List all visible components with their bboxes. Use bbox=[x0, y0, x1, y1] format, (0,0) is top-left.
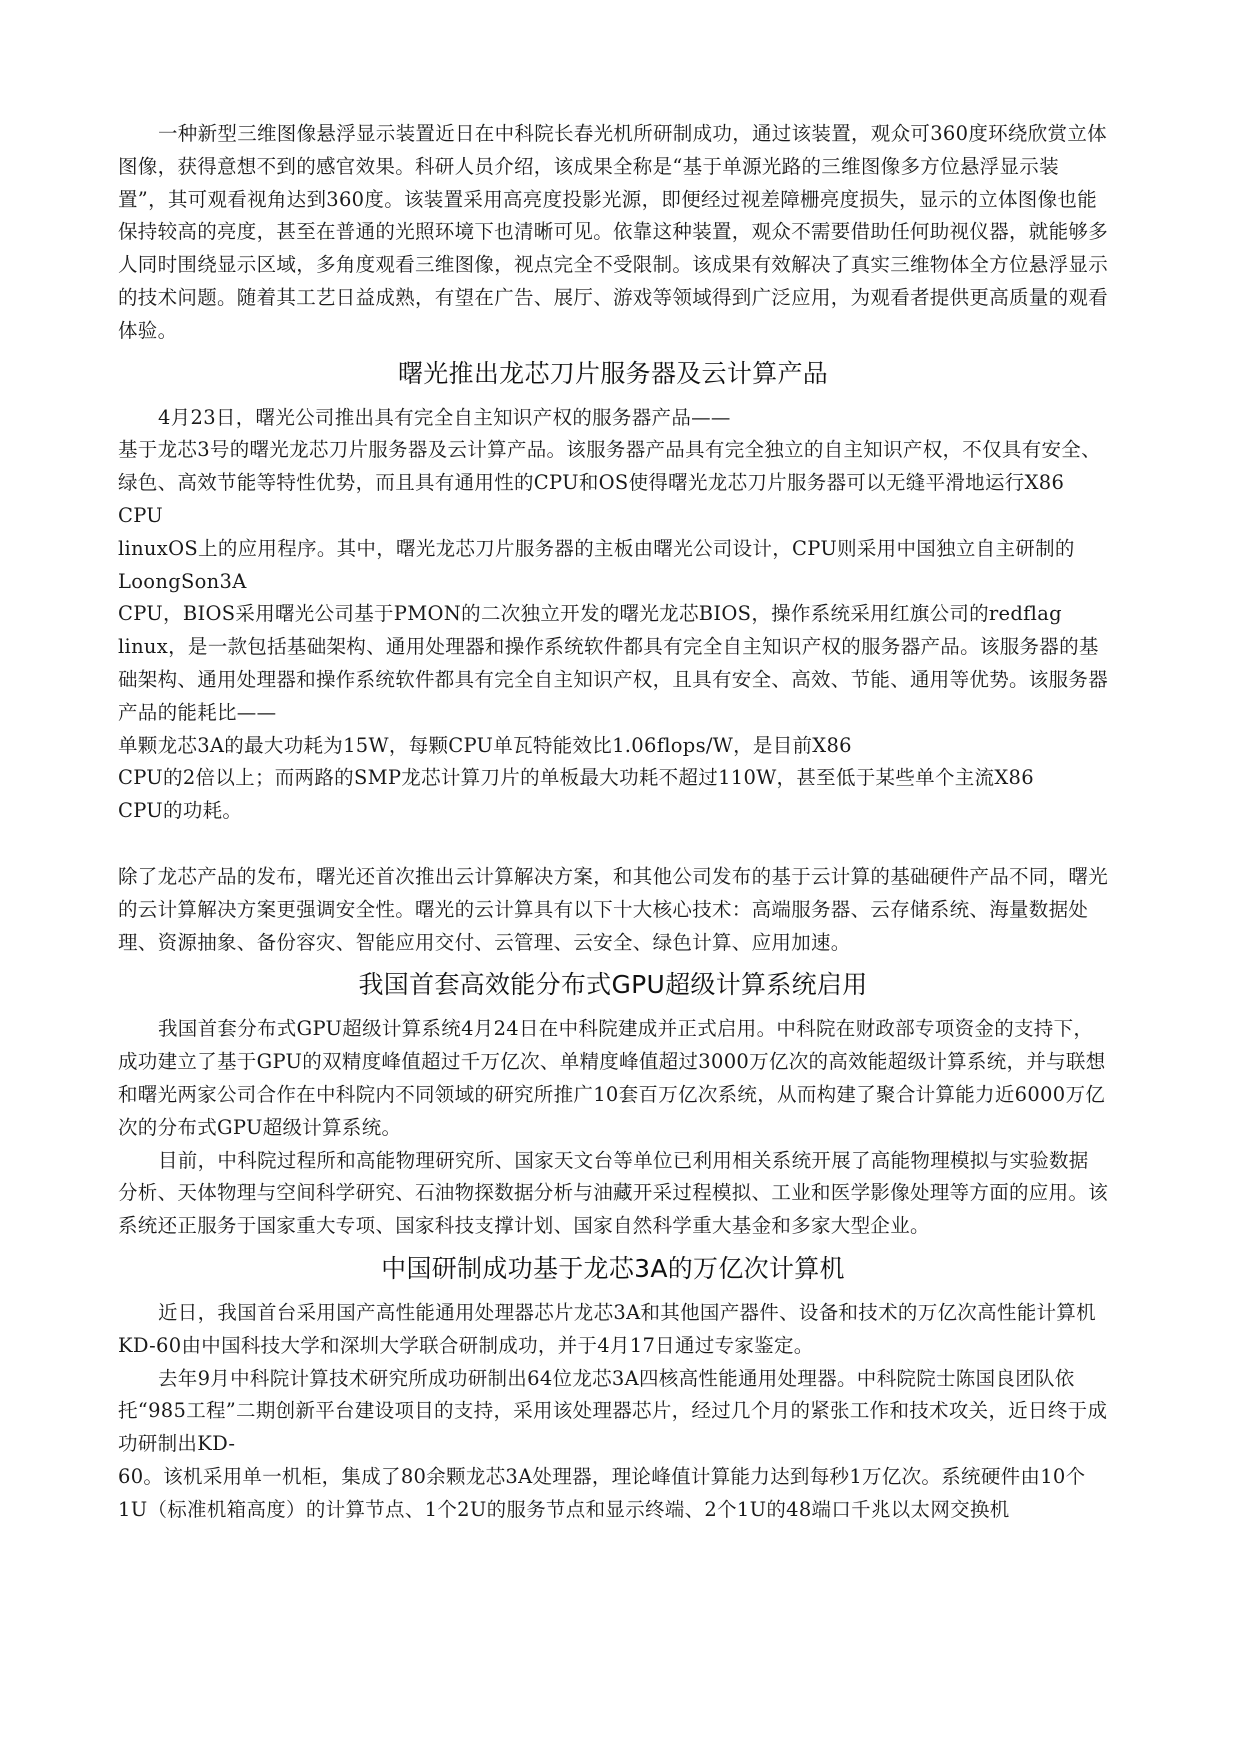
article2-title: 我国首套高效能分布式GPU超级计算系统启用 bbox=[358, 970, 868, 1000]
article1-line: 基于龙芯3号的曙光龙芯刀片服务器及云计算产品。该服务器产品具有完全独立的自主知识产权，不仅具有安全、绿色、高效节能等特性优势，而且具有通用性的CPU和OS使得曙光龙芯刀片服务器可以无缝平滑地运行X86 CPU bbox=[118, 438, 1101, 527]
article1-title: 曙光推出龙芯刀片服务器及云计算产品 bbox=[397, 358, 829, 388]
article1-line: 4月23日，曙光公司推出具有完全自主知识产权的服务器产品—— bbox=[158, 405, 731, 429]
article1-line: 单颗龙芯3A的最大功耗为15W，每颗CPU单瓦特能效比1.06flops/W，是目前X86 bbox=[118, 733, 852, 757]
document-page bbox=[118, 118, 1108, 1526]
article1-line: linuxOS上的应用程序。其中，曙光龙芯刀片服务器的主板由曙光公司设计，CPU则采用中国独立自主研制的LoongSon3A bbox=[118, 536, 1075, 593]
article1-line: CPU的功耗。 bbox=[118, 799, 243, 823]
article1-line: CPU，BIOS采用曙光公司基于PMON的二次独立开发的曙光龙芯BIOS，操作系统采用红旗公司的redflag linux，是一款包括基础架构、通用处理器和操作系统软件都具有完全自主知识产权的服务器产品。该服务器的基础架构、通用处理器和操作系统软件都具有完全自主知识产权，且具有安全、高效、节能、通用等优势。该服务器产品的能耗比—— bbox=[118, 602, 1109, 724]
article3-paragraph1: 近日，我国首台采用国产高性能通用处理器芯片龙芯3A和其他国产器件、设备和技术的万亿次高性能计算机KD-60由中国科技大学和深圳大学联合研制成功，并于4月17日通过专家鉴定。 bbox=[118, 1300, 1096, 1357]
article3-title: 中国研制成功基于龙芯3A的万亿次计算机 bbox=[381, 1253, 845, 1283]
article2-paragraph2: 目前，中科院过程所和高能物理研究所、国家天文台等单位已利用相关系统开展了高能物理模拟与实验数据分析、天体物理与空间科学研究、石油物探数据分析与油藏开采过程模拟、工业和医学影像处理等方面的应用。该系统还正服务于国家重大专项、国家科技支撑计划、国家自然科学重大基金和多家大型企业。 bbox=[118, 1148, 1109, 1238]
article1-line: CPU的2倍以上；而两路的SMP龙芯计算刀片的单板最大功耗不超过110W，甚至低于某些单个主流X86 bbox=[118, 766, 1034, 790]
paragraph-gap bbox=[118, 828, 1108, 861]
article3-paragraph2: 去年9月中科院计算技术研究所成功研制出64位龙芯3A四核高性能通用处理器。中科院院士陈国良团队依托“985工程”二期创新平台建设项目的支持，采用该处理器芯片，经过几个月的紧张工作和技术攻关，近日终于成功研制出KD- bbox=[118, 1366, 1108, 1456]
article3-paragraph3: 60。该机采用单一机柜，集成了80余颗龙芯3A处理器，理论峰值计算能力达到每秒1万亿次。系统硬件由10个1U（标准机箱高度）的计算节点、1个2U的服务节点和显示终端、2个1U的48端口千兆以太网交换机 bbox=[118, 1464, 1086, 1521]
article2-paragraph1: 我国首套分布式GPU超级计算系统4月24日在中科院建成并正式启用。中科院在财政部专项资金的支持下，成功建立了基于GPU的双精度峰值超过千万亿次、单精度峰值超过3000万亿次的高效能超级计算系统，并与联想和曙光两家公司合作在中科院内不同领域的研究所推广10套百万亿次系统，从而构建了聚合计算能力近6000万亿次的分布式GPU超级计算系统。 bbox=[118, 1017, 1106, 1139]
intro-paragraph: 一种新型三维图像悬浮显示装置近日在中科院长春光机所研制成功，通过该装置，观众可360度环绕欣赏立体图像，获得意想不到的感官效果。科研人员介绍，该成果全称是“基于单源光路的三维图像多方位悬浮显示装置”，其可观看视角达到360度。该装置采用高亮度投影光源，即便经过视差障栅亮度损失，显示的立体图像也能保持较高的亮度，甚至在普通的光照环境下也清晰可见。依靠这种装置，观众不需要借助任何助视仪器，就能够多人同时围绕显示区域，多角度观看三维图像，视点完全不受限制。该成果有效解决了真实三维物体全方位悬浮显示的技术问题。随着其工艺日益成熟，有望在广告、展厅、游戏等领域得到广泛应用，为观看者提供更高质量的观看体验。 bbox=[118, 122, 1109, 342]
article1-paragraph2: 除了龙芯产品的发布，曙光还首次推出云计算解决方案，和其他公司发布的基于云计算的基础硬件产品不同，曙光的云计算解决方案更强调安全性。曙光的云计算具有以下十大核心技术：高端服务器、云存储系统、海量数据处理、资源抽象、备份容灾、智能应用交付、云管理、云安全、绿色计算、应用加速。 bbox=[118, 864, 1109, 954]
